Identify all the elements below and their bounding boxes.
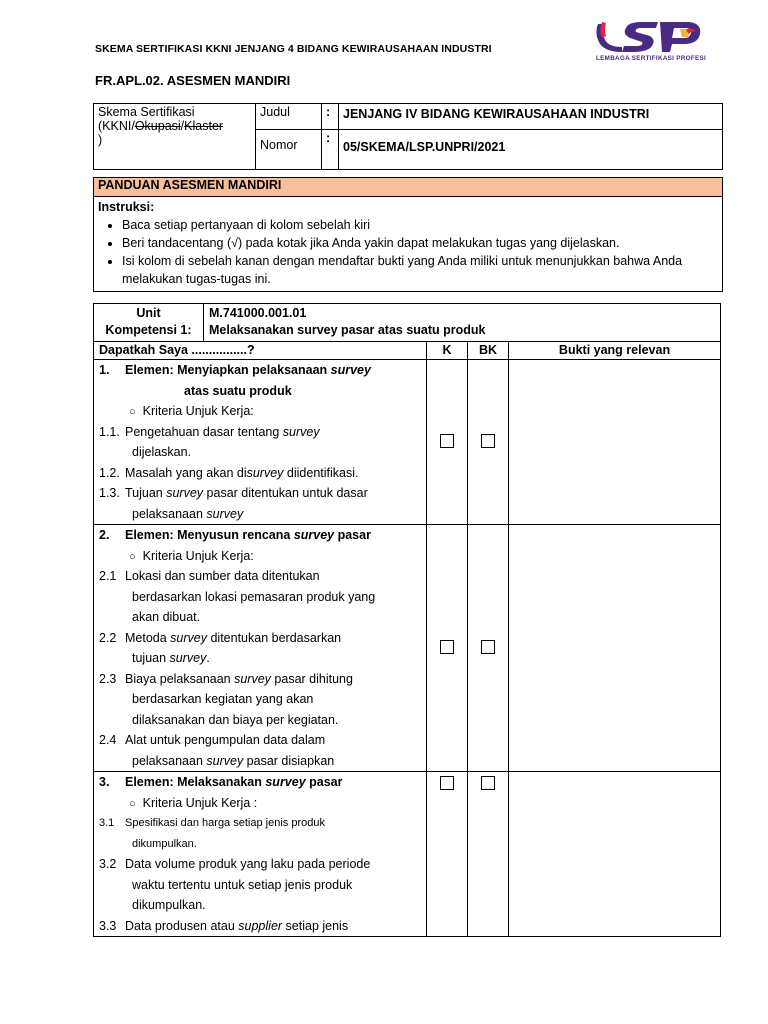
criteria-em: survey [169, 651, 207, 665]
criteria-1-3-cont [99, 504, 421, 525]
element-1-title [99, 360, 421, 381]
criteria-text: pelaksanaan [132, 753, 207, 768]
schema-label-line2 [98, 119, 251, 133]
instruksi-list [98, 216, 718, 288]
unit-label: Unit [136, 306, 161, 320]
criteria-number: 1.1. [99, 424, 120, 439]
element-3-title-text: Elemen: Melaksanakan [125, 775, 266, 789]
kuk-label [99, 401, 421, 422]
criteria-text: Biaya pelaksanaan [125, 671, 235, 686]
criteria-number: 3.2 [99, 857, 117, 871]
criteria-3-2 [99, 854, 421, 875]
element-2-bk-cell [468, 525, 509, 772]
criteria-text: Alat untuk pengumpulan data dalam [125, 733, 326, 747]
nomor-colon: : [322, 130, 339, 170]
bullet-circle-icon: ○ [129, 406, 136, 418]
kuk-label-text: Kriteria Unjuk Kerja: [142, 548, 254, 563]
criteria-text: Spesifikasi dan harga setiap jenis produk [125, 817, 325, 829]
judul-label: Judul [256, 104, 322, 130]
judul-colon: : [322, 104, 339, 130]
form-title: FR.APL.02. ASESMEN MANDIRI [95, 73, 291, 88]
criteria-2-4 [99, 730, 421, 751]
lsp-logo [592, 18, 712, 66]
element-3-bukti-cell[interactable] [509, 772, 721, 937]
element-3-bk-checkbox[interactable] [481, 776, 495, 790]
criteria-em: supplier [238, 918, 283, 933]
panduan-table [93, 177, 723, 292]
kuk-label [99, 793, 421, 814]
criteria-em: survey [282, 424, 320, 439]
criteria-text: Metoda [125, 630, 171, 645]
criteria-3-2-cont: waktu tertentu untuk setiap jenis produk [132, 877, 353, 892]
bullet-circle-icon: ○ [129, 550, 136, 563]
criteria-1-2 [99, 463, 421, 484]
criteria-2-3 [99, 669, 421, 690]
schema-label-line1: Skema Sertifikasi [98, 105, 195, 119]
assessment-table [93, 303, 721, 937]
criteria-1-1-cont: dijelaskan. [132, 445, 192, 459]
criteria-em: survey [234, 671, 271, 686]
criteria-text: . [206, 651, 210, 665]
criteria-number: 2.2 [99, 630, 117, 645]
element-3-number: 3. [99, 775, 110, 789]
criteria-2-1-cont: akan dibuat. [132, 610, 201, 624]
criteria-3-1 [99, 813, 421, 834]
criteria-number: 2.1 [99, 569, 117, 583]
unit-detail-cell [204, 304, 721, 342]
criteria-text: Data produsen atau [125, 918, 239, 933]
criteria-1-1 [99, 422, 421, 443]
criteria-1-3 [99, 483, 421, 504]
element-1-title-em: survey [330, 363, 371, 377]
criteria-2-3-cont: dilaksanakan dan biaya per kegiatan. [132, 712, 339, 727]
criteria-3-1-cont: dikumpulkan. [132, 837, 197, 850]
column-k: K [427, 342, 468, 360]
element-2-number: 2. [99, 528, 110, 542]
kuk-label-text: Kriteria Unjuk Kerja: [142, 404, 254, 418]
criteria-text: Lokasi dan sumber data ditentukan [125, 569, 320, 583]
element-1-number: 1. [99, 363, 110, 377]
instruksi-item: • Baca setiap pertanyaan di kolom sebelah kiri [122, 216, 718, 234]
element-2-bk-checkbox[interactable] [481, 640, 495, 654]
element-2-cell [94, 525, 427, 772]
criteria-em: survey [166, 486, 204, 500]
criteria-number: 3.1 [99, 817, 115, 829]
element-1-bukti-cell[interactable] [509, 360, 721, 525]
criteria-text: ditentukan berdasarkan [207, 630, 342, 645]
instruksi-item: • Beri tandacentang (√) pada kotak jika Anda yakin dapat melakukan tugas yang dijelaskan. [122, 234, 718, 252]
column-bk: BK [468, 342, 509, 360]
element-3-title-text: pasar [305, 775, 343, 789]
element-2-title-text: Elemen: Menyusun rencana [125, 528, 294, 542]
element-1-bk-checkbox[interactable] [481, 434, 495, 448]
element-1-k-cell [427, 360, 468, 525]
element-2-bukti-cell[interactable] [509, 525, 721, 772]
kuk-label [99, 546, 421, 567]
criteria-number: 2.4 [99, 733, 117, 747]
criteria-text: pasar ditentukan untuk dasar [203, 486, 368, 500]
criteria-number: 3.3 [99, 918, 117, 933]
criteria-number: 1.3. [99, 486, 120, 500]
criteria-text: Masalah yang akan di [125, 465, 247, 480]
criteria-3-2-cont: dikumpulkan. [132, 898, 206, 912]
column-question: Dapatkah Saya ................? [94, 342, 427, 360]
unit-label-cell [94, 304, 204, 342]
logo-subtitle: LEMBAGA SERTIFIKASI PROFESI [596, 55, 707, 62]
element-3-k-checkbox[interactable] [440, 776, 454, 790]
criteria-2-2 [99, 628, 421, 649]
criteria-2-1 [99, 566, 421, 587]
judul-value: JENJANG IV BIDANG KEWIRAUSAHAAN INDUSTRI [339, 104, 723, 130]
criteria-2-2-cont [99, 648, 421, 669]
panduan-body [94, 197, 723, 292]
criteria-2-3-cont: berdasarkan kegiatan yang akan [132, 692, 314, 706]
bullet-circle-icon: ○ [129, 797, 136, 810]
criteria-text: Pengetahuan dasar tentang [125, 424, 283, 439]
criteria-em: survey [206, 506, 244, 521]
element-1-title-text: Elemen: Menyiapkan pelaksanaan [125, 363, 331, 377]
unit-title: Melaksanakan survey pasar atas suatu produk [209, 323, 486, 337]
criteria-text: tujuan [132, 651, 170, 665]
criteria-number: 2.3 [99, 671, 117, 686]
element-3-k-cell [427, 772, 468, 937]
criteria-text: Data volume produk yang laku pada periode [125, 857, 371, 871]
criteria-text: Tujuan [125, 486, 167, 500]
schema-label-line3: ) [98, 133, 103, 147]
criteria-3-3 [99, 916, 421, 937]
nomor-label: Nomor [256, 130, 322, 170]
criteria-em: survey [206, 753, 244, 768]
document-header-title: SKEMA SERTIFIKASI KKNI JENJANG 4 BIDANG KEWIRAUSAHAAN INDUSTRI [95, 43, 492, 55]
element-2-title-text: pasar [334, 528, 371, 542]
element-1-bk-cell [468, 360, 509, 525]
criteria-text: pelaksanaan [132, 506, 207, 521]
element-2-title [99, 525, 421, 546]
panduan-heading: PANDUAN ASESMEN MANDIRI [94, 178, 723, 197]
element-3-title-em: survey [265, 775, 306, 789]
schema-label-slash: / [180, 119, 185, 133]
criteria-text: diidentifikasi. [283, 465, 359, 480]
criteria-text: setiap jenis [282, 918, 349, 933]
column-bukti: Bukti yang relevan [509, 342, 721, 360]
element-1-k-checkbox[interactable] [440, 434, 454, 448]
element-3-bk-cell [468, 772, 509, 937]
criteria-text: pasar disiapkan [243, 753, 335, 768]
criteria-em: survey [246, 465, 284, 480]
unit-kompetensi-label: Kompetensi 1: [105, 323, 192, 337]
criteria-em: survey [170, 630, 207, 645]
element-3-cell [94, 772, 427, 937]
instruksi-label: Instruksi: [98, 200, 155, 214]
nomor-value: 05/SKEMA/LSP.UNPRI/2021 [339, 130, 723, 170]
element-2-k-checkbox[interactable] [440, 640, 454, 654]
element-1-cell [94, 360, 427, 525]
instruksi-item: • Isi kolom di sebelah kanan dengan mendaftar bukti yang Anda miliki untuk menunjukkan bahwa Anda melakukan tugas-tugas ini. [122, 252, 718, 288]
kuk-label-text: Kriteria Unjuk Kerja : [142, 795, 258, 810]
element-2-k-cell [427, 525, 468, 772]
schema-table [93, 103, 723, 170]
schema-label-okupasi: Okupasi [134, 119, 181, 133]
element-3-title [99, 772, 421, 793]
unit-code: M.741000.001.01 [209, 306, 307, 320]
criteria-text: pasar dihitung [270, 671, 353, 686]
criteria-number: 1.2. [99, 465, 120, 480]
schema-label-cell [94, 104, 256, 170]
schema-label-kkni: (KKNI/ [98, 119, 135, 133]
criteria-2-4-cont [99, 751, 421, 772]
schema-label-klaster: Klaster [184, 119, 224, 133]
element-2-title-em: survey [293, 528, 335, 542]
element-1-title-cont: atas suatu produk [184, 383, 292, 398]
criteria-2-1-cont: berdasarkan lokasi pemasaran produk yang [132, 589, 376, 604]
